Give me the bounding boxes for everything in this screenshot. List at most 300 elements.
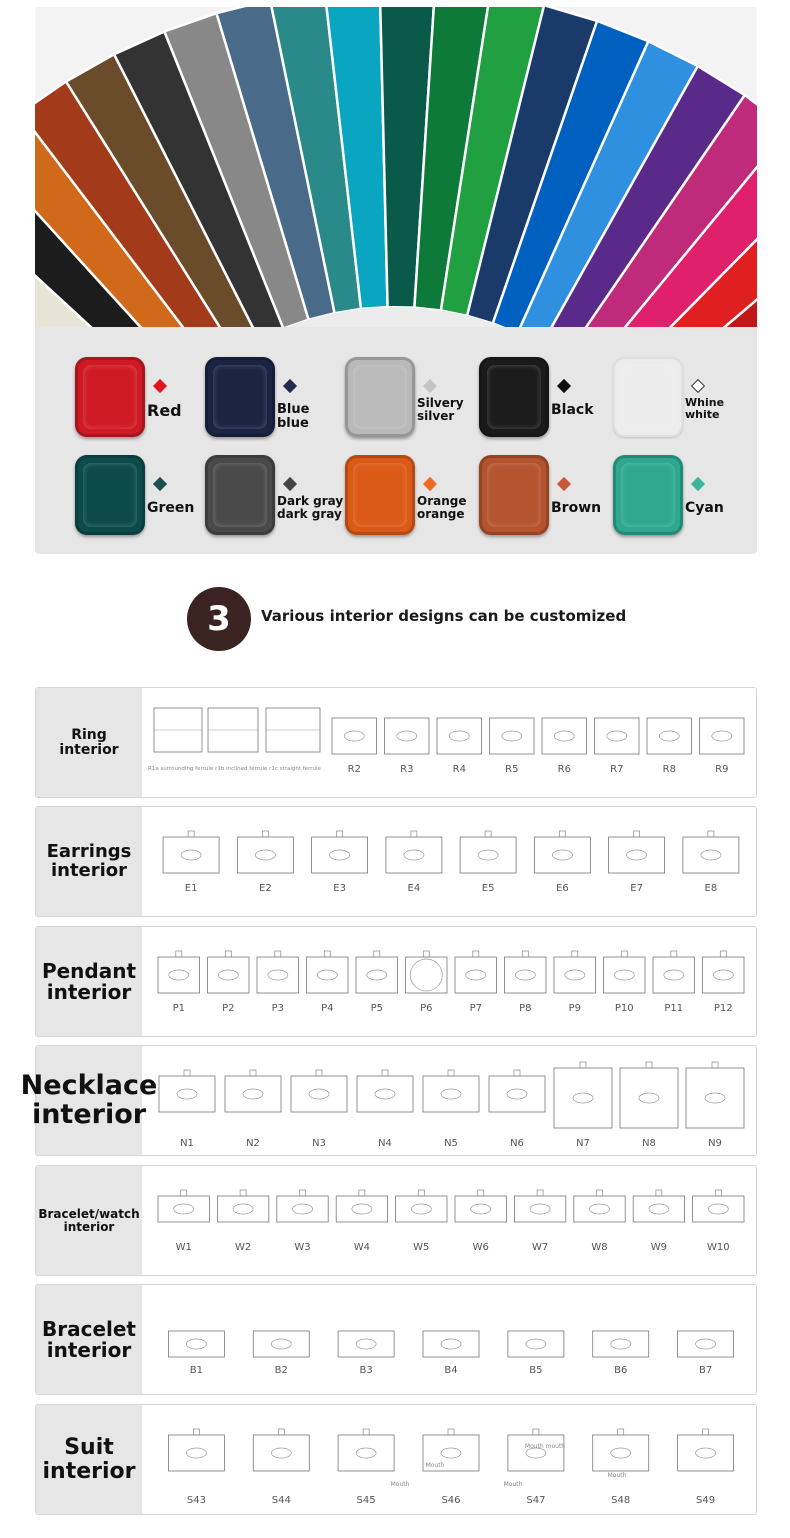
interior-section [35, 1165, 757, 1276]
diagram-hook [423, 951, 429, 957]
color-swatch [75, 455, 215, 545]
diagram-outline [508, 1435, 564, 1471]
interior-diagram [700, 718, 745, 775]
diagram-hook [671, 951, 677, 957]
diagram-slot [712, 731, 732, 741]
diagram-hook [411, 831, 417, 837]
diagram-hook [176, 951, 182, 957]
interior-code: S44 [271, 1495, 291, 1506]
diagram-outline [158, 1196, 209, 1222]
color-swatch [613, 357, 753, 447]
color-diamond-icon [557, 379, 571, 393]
interior-code: E3 [333, 883, 346, 894]
ring-r1-diagram [154, 708, 320, 752]
interior-code: N7 [576, 1138, 590, 1149]
diagram-hook [715, 1190, 721, 1196]
diagram-outline [678, 1435, 734, 1471]
interior-code: E4 [407, 883, 421, 894]
interior-diagram [291, 1070, 347, 1149]
interior-category [36, 807, 142, 916]
interior-diagrams [142, 1046, 756, 1155]
diagram-outline [633, 1196, 684, 1222]
interior-code: E2 [259, 883, 272, 894]
diagram-hook [225, 951, 231, 957]
diagram-outline [593, 1331, 649, 1357]
interior-diagram [356, 951, 398, 1014]
diagram-slot [471, 1204, 491, 1214]
diagram-hook [250, 1070, 256, 1076]
diagram-outline [237, 837, 293, 873]
interior-diagram [534, 831, 590, 894]
diagram-outline [554, 1068, 612, 1128]
color-diamond-icon [153, 379, 167, 393]
interior-diagram [396, 1190, 447, 1253]
diagram-slot [614, 970, 634, 980]
color-name: Cyan [685, 500, 724, 516]
diagram-slot [649, 1204, 669, 1214]
diagram-hook [537, 1190, 543, 1196]
diagram-outline [291, 1076, 347, 1112]
interior-code: R8 [662, 764, 676, 775]
diagram-slot [705, 1093, 725, 1103]
diagram-outline [647, 718, 692, 754]
diagram-hook [572, 951, 578, 957]
diagram-hook [580, 1062, 586, 1068]
diagram-slot [554, 731, 574, 741]
diagram-hook [703, 1429, 709, 1435]
diagram-outline [357, 1076, 413, 1112]
step-number-badge: 3 [187, 587, 251, 651]
interior-category [36, 927, 142, 1036]
interior-category [20, 1046, 158, 1155]
interior-diagram [595, 718, 640, 775]
diagram-outline [332, 718, 377, 754]
color-diamond-icon [283, 477, 297, 491]
diagram-slot [507, 1089, 527, 1099]
diagram-hook [181, 1190, 187, 1196]
interior-diagram [159, 1070, 215, 1149]
diagram-outline [554, 957, 596, 993]
interior-code: P10 [614, 1003, 634, 1014]
interior-code: E8 [704, 883, 718, 894]
interior-diagram [683, 831, 739, 894]
color-swatch [205, 455, 345, 545]
diagram-slot [309, 1089, 329, 1099]
diagram-outline [423, 1076, 479, 1112]
diagram-mouth-mark: Mouth [425, 1462, 445, 1469]
diagram-slot [181, 850, 201, 860]
diagram-slot [186, 1339, 206, 1349]
diagram-slot [330, 850, 350, 860]
interior-diagram [357, 1070, 413, 1149]
diagram-hook [324, 951, 330, 957]
diagram-outline [609, 837, 665, 873]
color-fan-photo [35, 7, 757, 327]
color-swatch [479, 357, 619, 447]
interior-code: W9 [650, 1242, 668, 1253]
diagram-slot [441, 1089, 461, 1099]
leather-sample [205, 455, 275, 535]
interior-code: W6 [472, 1242, 489, 1253]
interior-diagram [168, 1331, 224, 1376]
diagram-hook [720, 951, 726, 957]
color-swatch [479, 455, 619, 545]
diagram-slot [397, 731, 417, 741]
interior-category-label: Pendant interior [41, 958, 137, 1004]
section-heading [187, 587, 687, 651]
interior-diagrams [142, 1405, 756, 1514]
diagram-slot [186, 1448, 206, 1458]
diagram-hook [634, 831, 640, 837]
interior-diagram [237, 831, 293, 894]
color-name: Silvery silver [417, 396, 464, 423]
interior-diagram [508, 1429, 564, 1506]
diagram-outline [490, 718, 535, 754]
interior-code: R6 [557, 764, 571, 775]
diagram-outline [574, 1196, 625, 1222]
interior-category-label: Ring interior [59, 726, 119, 758]
color-diamond-icon [557, 477, 571, 491]
interior-code: N4 [378, 1138, 392, 1149]
diagram-hook [514, 1070, 520, 1076]
diagram-outline [257, 957, 299, 993]
interior-diagram [604, 951, 646, 1014]
diagram-slot [243, 1089, 263, 1099]
interior-diagram [163, 831, 219, 894]
diagram-slot [411, 1204, 431, 1214]
diagram-slot [410, 959, 442, 991]
interior-diagram [423, 1331, 479, 1376]
interior-code: P6 [420, 1003, 433, 1014]
diagram-outline [693, 1196, 744, 1222]
color-swatch [345, 357, 485, 447]
interior-diagram [158, 1190, 209, 1253]
interior-diagram [386, 831, 442, 894]
diagram-outline [678, 1331, 734, 1357]
diagram-outline [489, 1076, 545, 1112]
diagram-slot [701, 850, 721, 860]
diagram-slot [526, 1339, 546, 1349]
leather-sample [75, 357, 145, 437]
interior-diagram [678, 1429, 734, 1506]
interior-diagram [338, 1429, 394, 1506]
color-name: Red [147, 401, 182, 420]
interior-category [36, 1405, 142, 1514]
interior-section [35, 926, 757, 1037]
color-name: Brown [551, 500, 602, 516]
color-diamond-icon [423, 379, 437, 393]
diagram-outline [217, 1196, 268, 1222]
interior-code: B2 [274, 1365, 288, 1376]
diagram-outline [505, 957, 547, 993]
interior-code: W2 [234, 1242, 252, 1253]
diagram-slot [177, 1089, 197, 1099]
interior-section [35, 1404, 757, 1515]
diagram-hook [473, 951, 479, 957]
diagram-slot [356, 1339, 376, 1349]
interior-category-label: Earrings interior [46, 840, 132, 881]
interior-code: P5 [370, 1003, 384, 1014]
interior-diagram [620, 1062, 678, 1149]
interior-code: P1 [172, 1003, 186, 1014]
diagram-slot [255, 850, 275, 860]
diagram-slot [530, 1204, 550, 1214]
interior-diagram [423, 1070, 479, 1149]
interior-diagram [574, 1190, 625, 1253]
interior-code: N8 [642, 1138, 656, 1149]
diagram-outline [595, 718, 640, 754]
interior-code: P2 [222, 1003, 235, 1014]
diagram-hook [448, 1429, 454, 1435]
diagram-hook [184, 1070, 190, 1076]
diagram-slot [565, 970, 585, 980]
diagram-slot [233, 1204, 253, 1214]
diagram-hook [382, 1070, 388, 1076]
interior-code: E5 [481, 883, 495, 894]
leather-sample [479, 455, 549, 535]
diagram-hook [478, 1190, 484, 1196]
interior-diagram [455, 1190, 506, 1253]
interior-diagram [406, 951, 448, 1014]
color-name: Whine white [685, 396, 725, 421]
diagram-slot [552, 850, 572, 860]
color-diamond-icon [423, 477, 437, 491]
interior-diagram [455, 951, 497, 1014]
interior-diagrams [142, 927, 756, 1036]
interior-diagram [385, 718, 430, 775]
diagram-slot [441, 1448, 461, 1458]
diagram-slot [713, 970, 733, 980]
interior-diagram [693, 1190, 744, 1253]
diagram-hook [559, 831, 565, 837]
interior-code: W1 [175, 1242, 192, 1253]
diagram-slot [317, 970, 337, 980]
interior-diagram [312, 831, 368, 894]
interior-code: N1 [180, 1138, 194, 1149]
interior-diagram [332, 718, 377, 775]
diagram-slot [502, 731, 522, 741]
interior-code: S49 [696, 1495, 716, 1506]
diagram-slot [478, 850, 498, 860]
diagram-slot [590, 1204, 610, 1214]
diagram-hook [193, 1429, 199, 1435]
diagram-slot [352, 1204, 372, 1214]
diagram-slot [344, 731, 364, 741]
diagram-outline [312, 837, 368, 873]
interior-code: R4 [452, 764, 466, 775]
diagram-hook [278, 1429, 284, 1435]
diagram-hook [374, 951, 380, 957]
interior-code: P3 [271, 1003, 285, 1014]
diagram-outline [208, 957, 250, 993]
diagram-hook [275, 951, 281, 957]
diagram-hook [448, 1070, 454, 1076]
interior-diagram [253, 1331, 309, 1376]
interior-code: P4 [321, 1003, 334, 1014]
interior-diagram [277, 1190, 328, 1253]
diagram-slot [218, 970, 238, 980]
diagram-slot [268, 970, 288, 980]
diagram-outline [277, 1196, 328, 1222]
interior-diagram [647, 718, 692, 775]
color-name: Green [147, 500, 195, 516]
interior-diagram [653, 951, 695, 1014]
interior-code: N5 [444, 1138, 458, 1149]
interior-code: W8 [591, 1242, 608, 1253]
diagram-mouth-mark: Mouth [390, 1481, 410, 1488]
interior-diagram [593, 1331, 649, 1376]
interior-diagram [460, 831, 516, 894]
interior-code: P8 [519, 1003, 532, 1014]
interior-diagrams [142, 688, 756, 797]
diagram-slot [696, 1339, 716, 1349]
diagram-slot [271, 1448, 291, 1458]
interior-category-label: Bracelet/watch interior [38, 1206, 140, 1234]
color-swatch [205, 357, 345, 447]
diagram-slot [466, 970, 486, 980]
interior-diagram [554, 1062, 612, 1149]
interior-code: P9 [568, 1003, 582, 1014]
diagram-outline [385, 718, 430, 754]
interior-code: S43 [186, 1495, 206, 1506]
interior-category-label: Bracelet interior [41, 1316, 136, 1362]
diagram-slot [174, 1204, 194, 1214]
ring-r1-caption: R1a surrounding ferrule r1b inclined ferrule r1c straight ferrule [148, 766, 321, 772]
interior-section [20, 1045, 757, 1156]
interior-code: R5 [505, 764, 519, 775]
color-diamond-icon [153, 477, 167, 491]
diagram-hook [485, 831, 491, 837]
diagram-slot [515, 970, 535, 980]
diagram-outline [437, 718, 482, 754]
interior-code: B7 [698, 1365, 713, 1376]
section-heading-text: Various interior designs can be customized [261, 607, 627, 625]
interior-diagram [225, 1070, 281, 1149]
diagram-hook [708, 831, 714, 837]
diagram-outline [225, 1076, 281, 1112]
interior-diagram [437, 718, 482, 775]
leather-sample [345, 357, 415, 437]
interior-diagram [490, 718, 535, 775]
diagram-outline [338, 1331, 394, 1357]
interior-diagram [489, 1070, 545, 1149]
interior-diagram [338, 1331, 394, 1376]
interior-diagram [307, 951, 349, 1014]
color-name: Black [551, 402, 594, 418]
diagram-hook [418, 1190, 424, 1196]
interior-code: B1 [189, 1365, 204, 1376]
diagram-hook [316, 1070, 322, 1076]
diagram-outline [253, 1435, 309, 1471]
interior-code: B6 [614, 1365, 628, 1376]
interior-diagrams [142, 807, 756, 916]
interior-code: E1 [184, 883, 198, 894]
interior-diagram [703, 951, 745, 1014]
diagram-hook [533, 1429, 539, 1435]
interior-code: W3 [294, 1242, 311, 1253]
interior-category-label: Necklace interior [20, 1070, 158, 1130]
interior-diagram [336, 1190, 387, 1253]
diagram-slot [627, 850, 647, 860]
leather-sample [75, 455, 145, 535]
diagram-outline [460, 837, 516, 873]
interior-diagram [686, 1062, 744, 1149]
interior-diagram [505, 951, 547, 1014]
diagram-slot [573, 1093, 593, 1103]
diagram-hook [300, 1190, 306, 1196]
color-diamond-icon [691, 379, 705, 393]
interior-code: N2 [246, 1138, 260, 1149]
interior-code: P12 [713, 1003, 733, 1014]
diagram-slot [404, 850, 424, 860]
interior-code: R3 [400, 764, 414, 775]
interior-category-label: Suit interior [42, 1435, 136, 1484]
interior-diagrams [142, 1285, 756, 1394]
diagram-outline [703, 957, 745, 993]
diagram-outline [168, 1435, 224, 1471]
interior-diagram [253, 1429, 309, 1506]
diagram-outline [508, 1331, 564, 1357]
diagram-slot [659, 731, 679, 741]
leather-sample [205, 357, 275, 437]
diagram-hook [646, 1062, 652, 1068]
interior-diagram [217, 1190, 268, 1253]
interior-code: P11 [664, 1003, 684, 1014]
color-swatch [613, 455, 753, 545]
interior-code: W4 [353, 1242, 371, 1253]
diagram-hook [363, 1429, 369, 1435]
interior-category [36, 1285, 142, 1394]
diagram-slot [367, 970, 387, 980]
interior-code: B3 [359, 1365, 373, 1376]
diagram-hook [597, 1190, 603, 1196]
diagram-hook [337, 831, 343, 837]
diagram-mouth-mark: Mouth mouth [524, 1443, 566, 1450]
diagram-slot [639, 1093, 659, 1103]
interior-diagram [257, 951, 299, 1014]
diagram-slot [441, 1339, 461, 1349]
leather-sample [613, 455, 683, 535]
interior-diagram [542, 718, 587, 775]
interior-diagram [593, 1429, 649, 1506]
interior-category [36, 1166, 142, 1275]
diagram-hook [522, 951, 528, 957]
diagram-hook [621, 951, 627, 957]
diagram-outline [514, 1196, 565, 1222]
diagram-slot [607, 731, 627, 741]
interior-code: P7 [469, 1003, 483, 1014]
interior-code: E7 [630, 883, 643, 894]
leather-sample [613, 357, 683, 437]
color-swatch [345, 455, 485, 545]
diagram-outline [336, 1196, 387, 1222]
interior-code: E6 [556, 883, 569, 894]
diagram-outline [686, 1068, 744, 1128]
color-name: Dark gray dark gray [277, 494, 344, 521]
diagram-hook [359, 1190, 365, 1196]
interior-code: S45 [356, 1495, 376, 1506]
interior-code: N9 [708, 1138, 722, 1149]
diagram-outline [307, 957, 349, 993]
diagram-outline [534, 837, 590, 873]
diagram-hook [712, 1062, 718, 1068]
diagram-outline [653, 957, 695, 993]
diagram-outline [423, 1331, 479, 1357]
diagram-outline [455, 1196, 506, 1222]
interior-category [36, 688, 142, 797]
interior-code: R2 [347, 764, 361, 775]
interior-diagram [508, 1331, 564, 1376]
